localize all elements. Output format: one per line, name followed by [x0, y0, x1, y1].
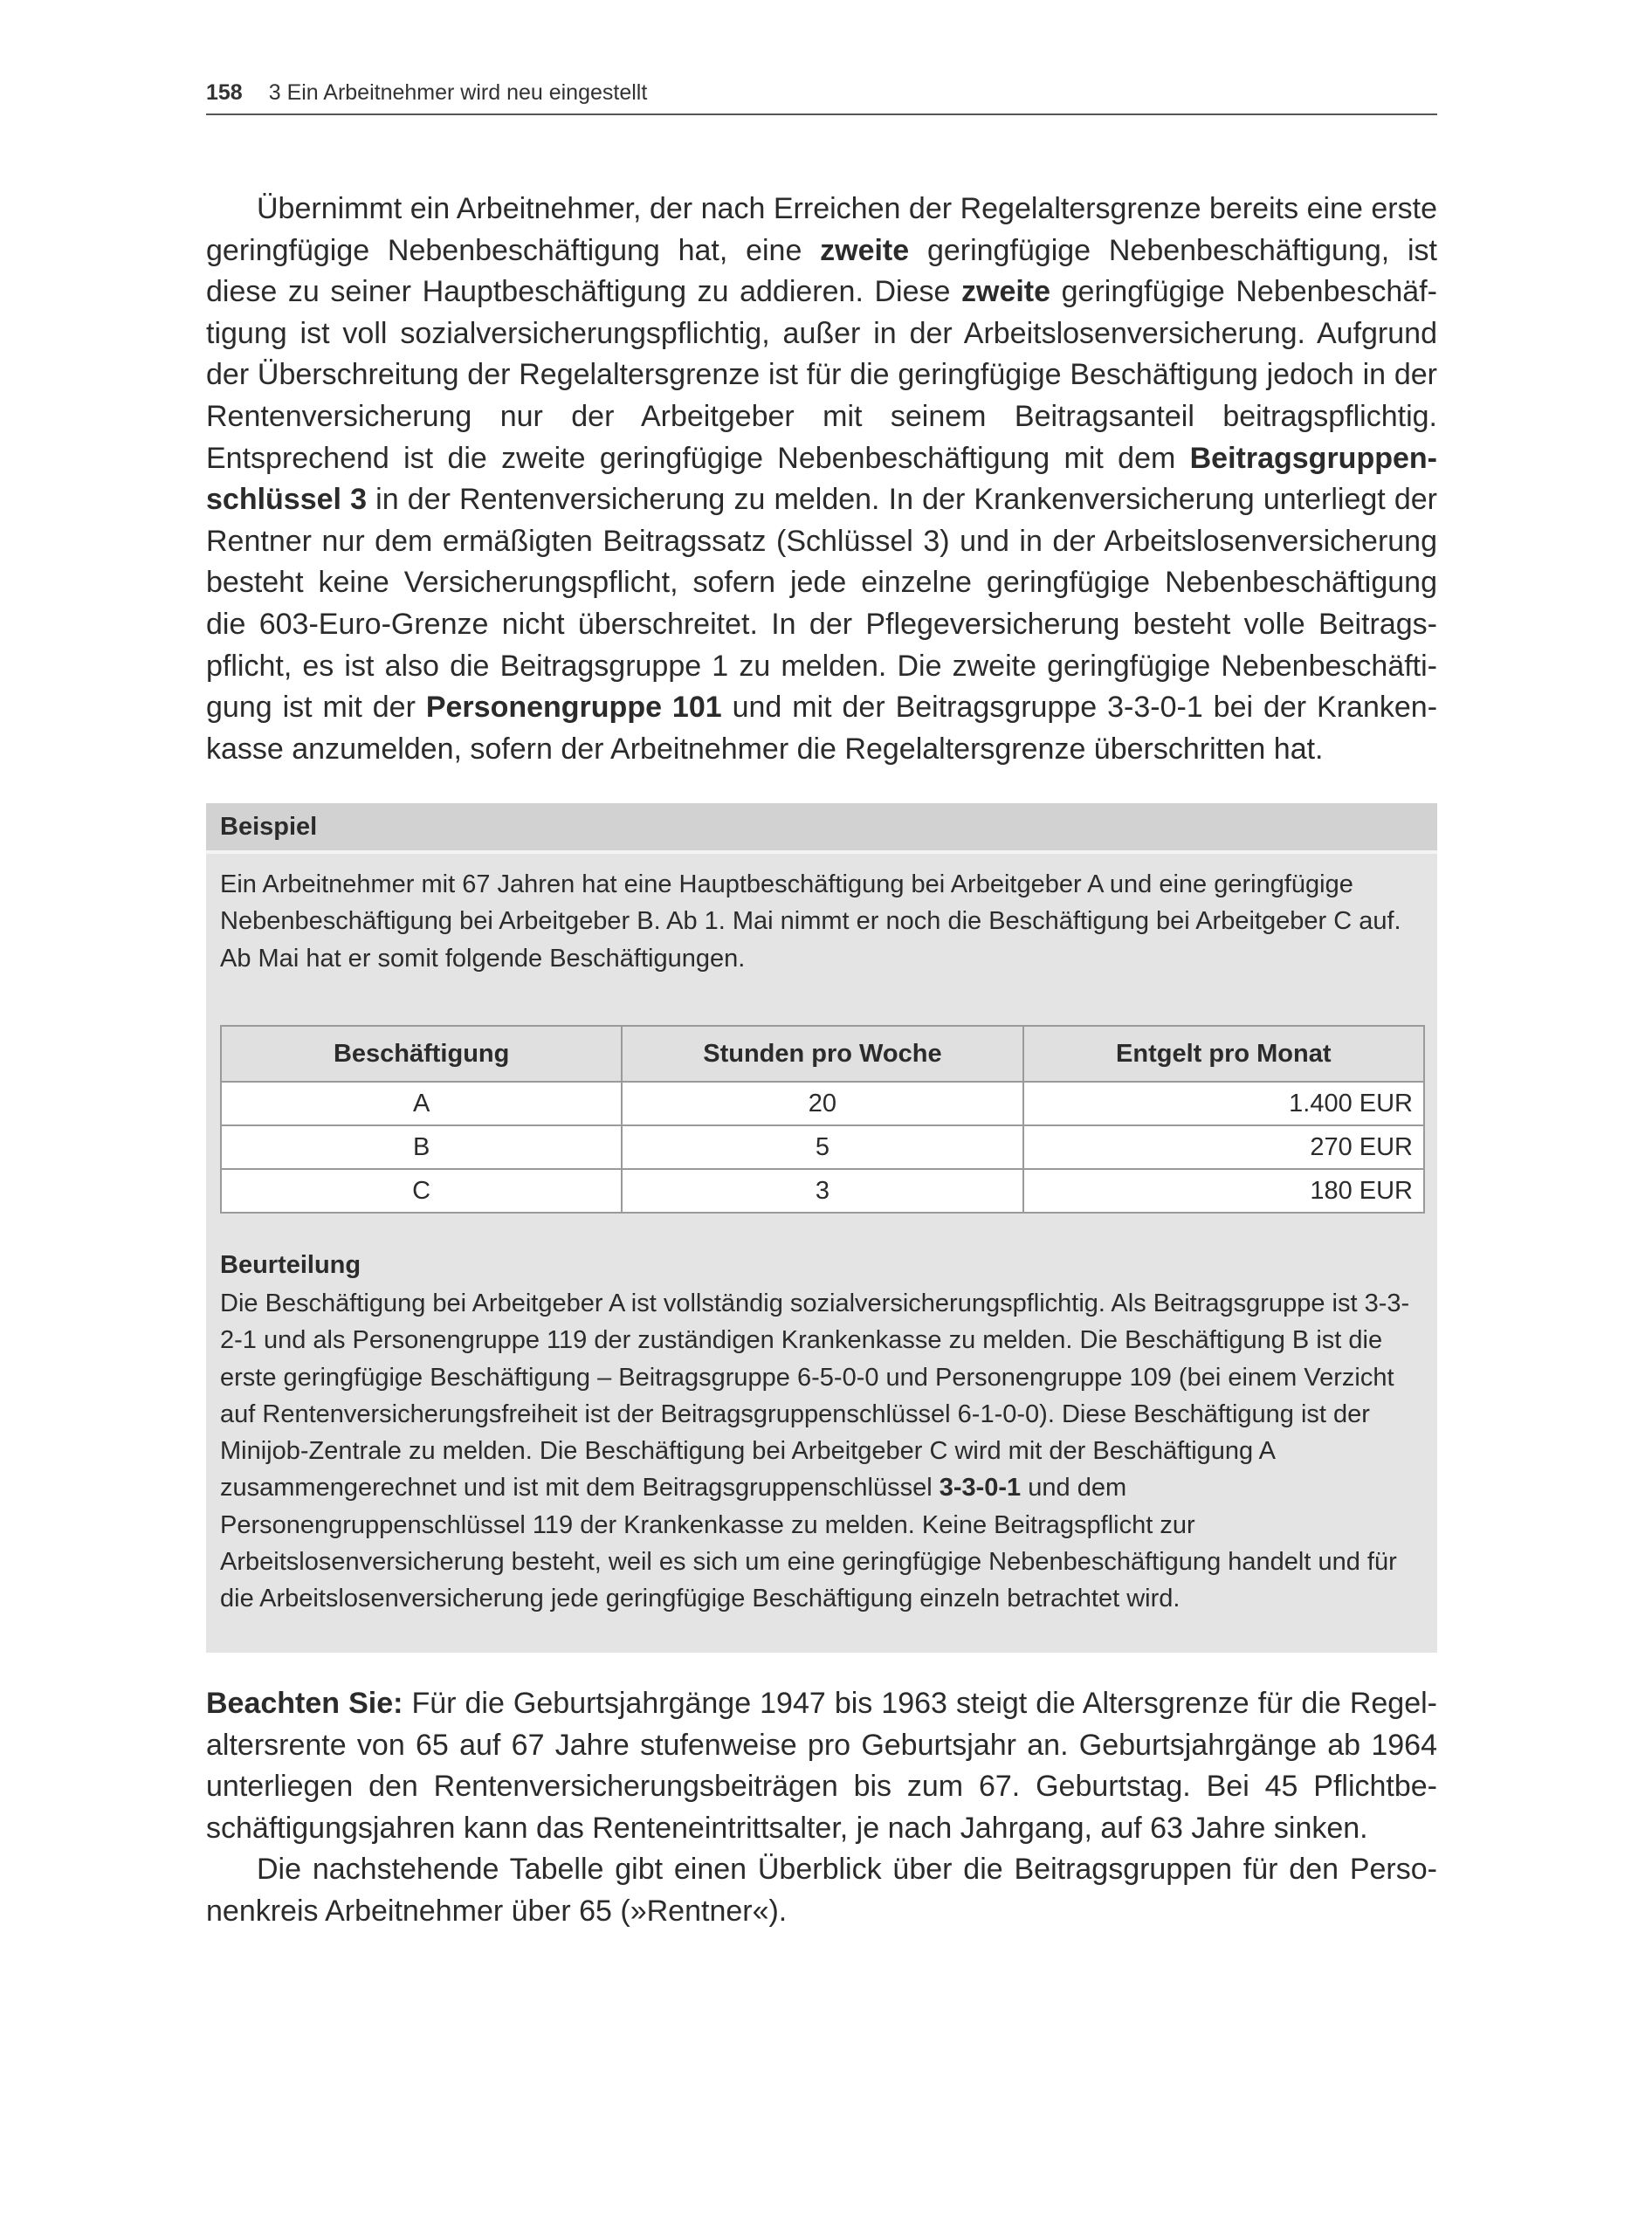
column-header: Beschäftigung [221, 1026, 622, 1082]
column-header: Entgelt pro Monat [1023, 1026, 1424, 1082]
table-cell: B [221, 1125, 622, 1169]
assessment-text [220, 1285, 1425, 1618]
table-cell: 5 [622, 1125, 1022, 1169]
bold-text: Personengruppe 101 [425, 691, 722, 725]
table-row [221, 1169, 1424, 1213]
note-label: Beachten Sie: [206, 1687, 403, 1720]
text-span: geringfügige Nebenbeschäftigung ist voll sozialversicherungspflichtig, außer in der Arbeitslosenversicherung. Aufgrund der Überschreitung der Regelaltersgrenze ist für die geringfügige Beschäftigung jedoch in der Rentenversicherung nur der Arbeitgeber mit seinem Beitragsanteil beitragspflichtig. Entsprechend ist die zweite geringfügige Nebenbeschäftigung mit dem [206, 275, 1437, 475]
text-span: Übernimmt ein Arbeitnehmer, der nach Erreichen der Regelaltersgrenze bereits eine erste geringfügige Nebenbeschäftigung hat, eine [206, 192, 1437, 267]
assessment-heading: Beurteilung [220, 1251, 361, 1279]
intro-paragraph [206, 189, 1437, 770]
employment-table [220, 1025, 1425, 1214]
bold-text: 3-3-0-1 [939, 1474, 1022, 1503]
note-section [206, 1683, 1437, 1933]
bold-text: zweite [961, 275, 1051, 309]
example-heading [206, 803, 1437, 854]
table-row [221, 1082, 1424, 1125]
bold-text: Beitragsgruppenschlüssel 3 [206, 441, 1437, 517]
table-header-row [221, 1026, 1424, 1082]
note-paragraph [206, 1683, 1437, 1849]
text-span: in der Rentenversicherung zu melden. In der Krankenversicherung unterliegt der Rentner nur dem ermäßigten Beitragssatz (Schlüssel 3) und in der Arbeitslosenversicherung besteht keine Versicherungspflicht, sofern jede einzelne geringfügige Nebenbeschäftigung die 603-Euro-Grenze nicht überschreitet. In der Pflegeversicherung besteht volle Beitragspflicht, es ist also die Beitragsgruppe 1 zu melden. Die zweite geringfügige Nebenbeschäftigung ist mit der [206, 483, 1437, 725]
table-cell: 3 [622, 1169, 1022, 1213]
table-cell: A [221, 1082, 622, 1125]
chapter-title: 3 Ein Arbeitnehmer wird neu eingestellt [268, 80, 648, 105]
example-heading-text: Beispiel [220, 813, 318, 841]
example-intro: Ein Arbeitnehmer mit 67 Jahren hat eine Hauptbeschäftigung bei Arbeitgeber A und eine geringfügige Nebenbeschäftigung bei Arbeitgeber B. Ab 1. Mai nimmt er noch die Beschäftigung bei Arbeitgeber C auf. Ab Mai hat er somit folgende Beschäftigungen. [220, 870, 1401, 973]
text-span: Die Beschäftigung bei Arbeitgeber A ist vollständig sozialversicherungspflichtig. Als Beitragsgruppe ist 3-3-2-1 und als Personengruppe 119 der zuständigen Krankenkasse zu melden. Die Beschäftigung B ist die erste geringfügige Beschäftigung – Beitragsgruppe 6-5-0-0 und Personengruppe 109 (bei einem Verzicht auf Rentenversicherungsfreiheit ist der Beitragsgruppenschlüssel 6-1-0-0). Diese Beschäftigung ist der Minijob-Zentrale zu melden. Die Beschäftigung bei Arbeitgeber C wird mit der Beschäftigung A zusammengerechnet und ist mit dem Beitragsgruppenschlüssel [220, 1289, 1410, 1503]
running-header [206, 77, 1437, 115]
text-span: und dem Personengruppenschlüssel 119 der Krankenkasse zu melden. Keine Beitragspflicht zur Arbeitslosenversicherung besteht, weil es sich um eine geringfügige Nebenbeschäftigung handelt und für die Arbeitslosenversicherung jede geringfügige Beschäftigung einzeln betrachtet wird. [220, 1474, 1397, 1613]
bold-text: zweite [820, 233, 910, 267]
text-span: geringfügige Nebenbeschäftigung, ist diese zu seiner Hauptbeschäftigung zu addieren. Diese [206, 233, 1437, 309]
note-text: Für die Geburtsjahrgänge 1947 bis 1963 steigt die Altersgrenze für die Regelaltersrente von 65 auf 67 Jahre stufenweise pro Geburtsjahr an. Geburtsjahrgänge ab 1964 unterliegen den Rentenversicherungsbeiträgen bis zum 67. Geburtstag. Bei 45 Pflichtbeschäftigungsjahren kann das Renteneintrittsalter, je nach Jahrgang, auf 63 Jahre sinken. [206, 1687, 1437, 1845]
table-row [221, 1125, 1424, 1169]
example-box [206, 803, 1437, 1653]
table-cell: C [221, 1169, 622, 1213]
table-cell: 180 EUR [1023, 1169, 1424, 1213]
column-header: Stunden pro Woche [622, 1026, 1022, 1082]
table-cell: 270 EUR [1023, 1125, 1424, 1169]
following-paragraph: Die nachstehende Tabelle gibt einen Überblick über die Beitragsgruppen für den Personenkreis Arbeitnehmer über 65 (»Rentner«). [206, 1853, 1437, 1928]
text-span: und mit der Beitragsgruppe 3-3-0-1 bei der Krankenkasse anzumelden, sofern der Arbeitnehmer die Regelaltersgrenze überschritten hat. [206, 691, 1438, 766]
table-cell: 20 [622, 1082, 1022, 1125]
page-number: 158 [206, 80, 243, 105]
table-cell: 1.400 EUR [1023, 1082, 1424, 1125]
